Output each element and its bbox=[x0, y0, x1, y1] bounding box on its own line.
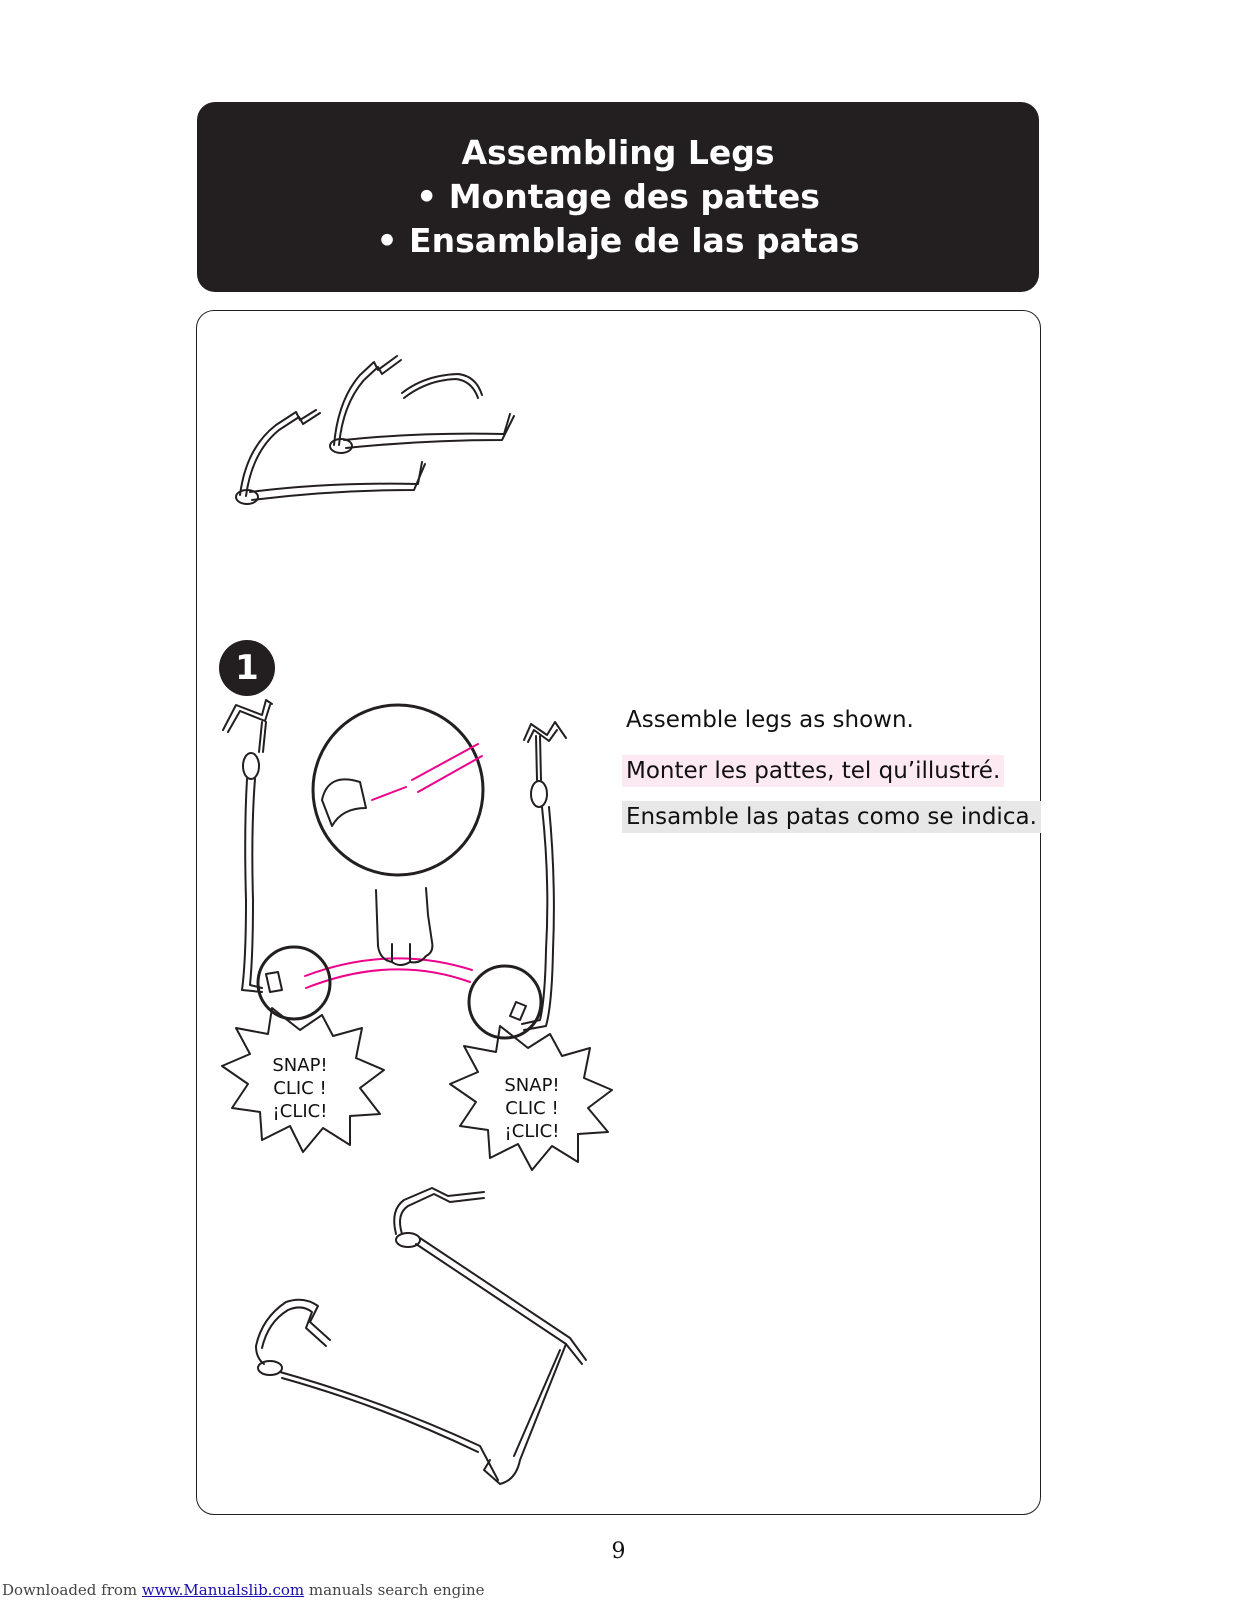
footer-suffix: manuals search engine bbox=[304, 1581, 485, 1599]
instruction-english: Assemble legs as shown. bbox=[626, 707, 914, 733]
instruction-french: Monter les pattes, tel qu’illustré. bbox=[622, 755, 1004, 787]
snap-burst-left-en: SNAP! bbox=[272, 1055, 328, 1076]
footer-prefix: Downloaded from bbox=[2, 1581, 142, 1599]
download-footer bbox=[2, 1581, 485, 1599]
snap-burst-left-fr: CLIC ! bbox=[273, 1078, 327, 1099]
header-title-en: Assembling Legs bbox=[461, 133, 775, 172]
assembled-leg-frame-illustration bbox=[256, 1188, 586, 1484]
snap-burst-right-es: ¡CLIC! bbox=[504, 1121, 560, 1142]
instruction-spanish: Ensamble las patas como se indica. bbox=[622, 801, 1041, 833]
leg-part-left-illustration bbox=[236, 410, 425, 504]
upright-leg-left-illustration bbox=[223, 700, 272, 992]
upright-leg-right-illustration bbox=[522, 722, 566, 1030]
page-number: 9 bbox=[611, 1539, 626, 1564]
snap-burst-left bbox=[250, 1054, 350, 1123]
leg-part-right-illustration bbox=[330, 356, 514, 453]
snap-burst-left-es: ¡CLIC! bbox=[272, 1101, 328, 1122]
header-title-es: • Ensamblaje de las patas bbox=[376, 221, 860, 260]
manualslib-link[interactable]: www.Manualslib.com bbox=[141, 1581, 305, 1599]
step-number-badge: 1 bbox=[219, 640, 275, 696]
hand-illustration bbox=[376, 888, 432, 965]
snap-burst-right-fr: CLIC ! bbox=[505, 1098, 559, 1119]
snap-burst-right-en: SNAP! bbox=[504, 1075, 560, 1096]
snap-burst-right bbox=[482, 1074, 582, 1143]
header-title-fr: • Montage des pattes bbox=[416, 177, 820, 216]
